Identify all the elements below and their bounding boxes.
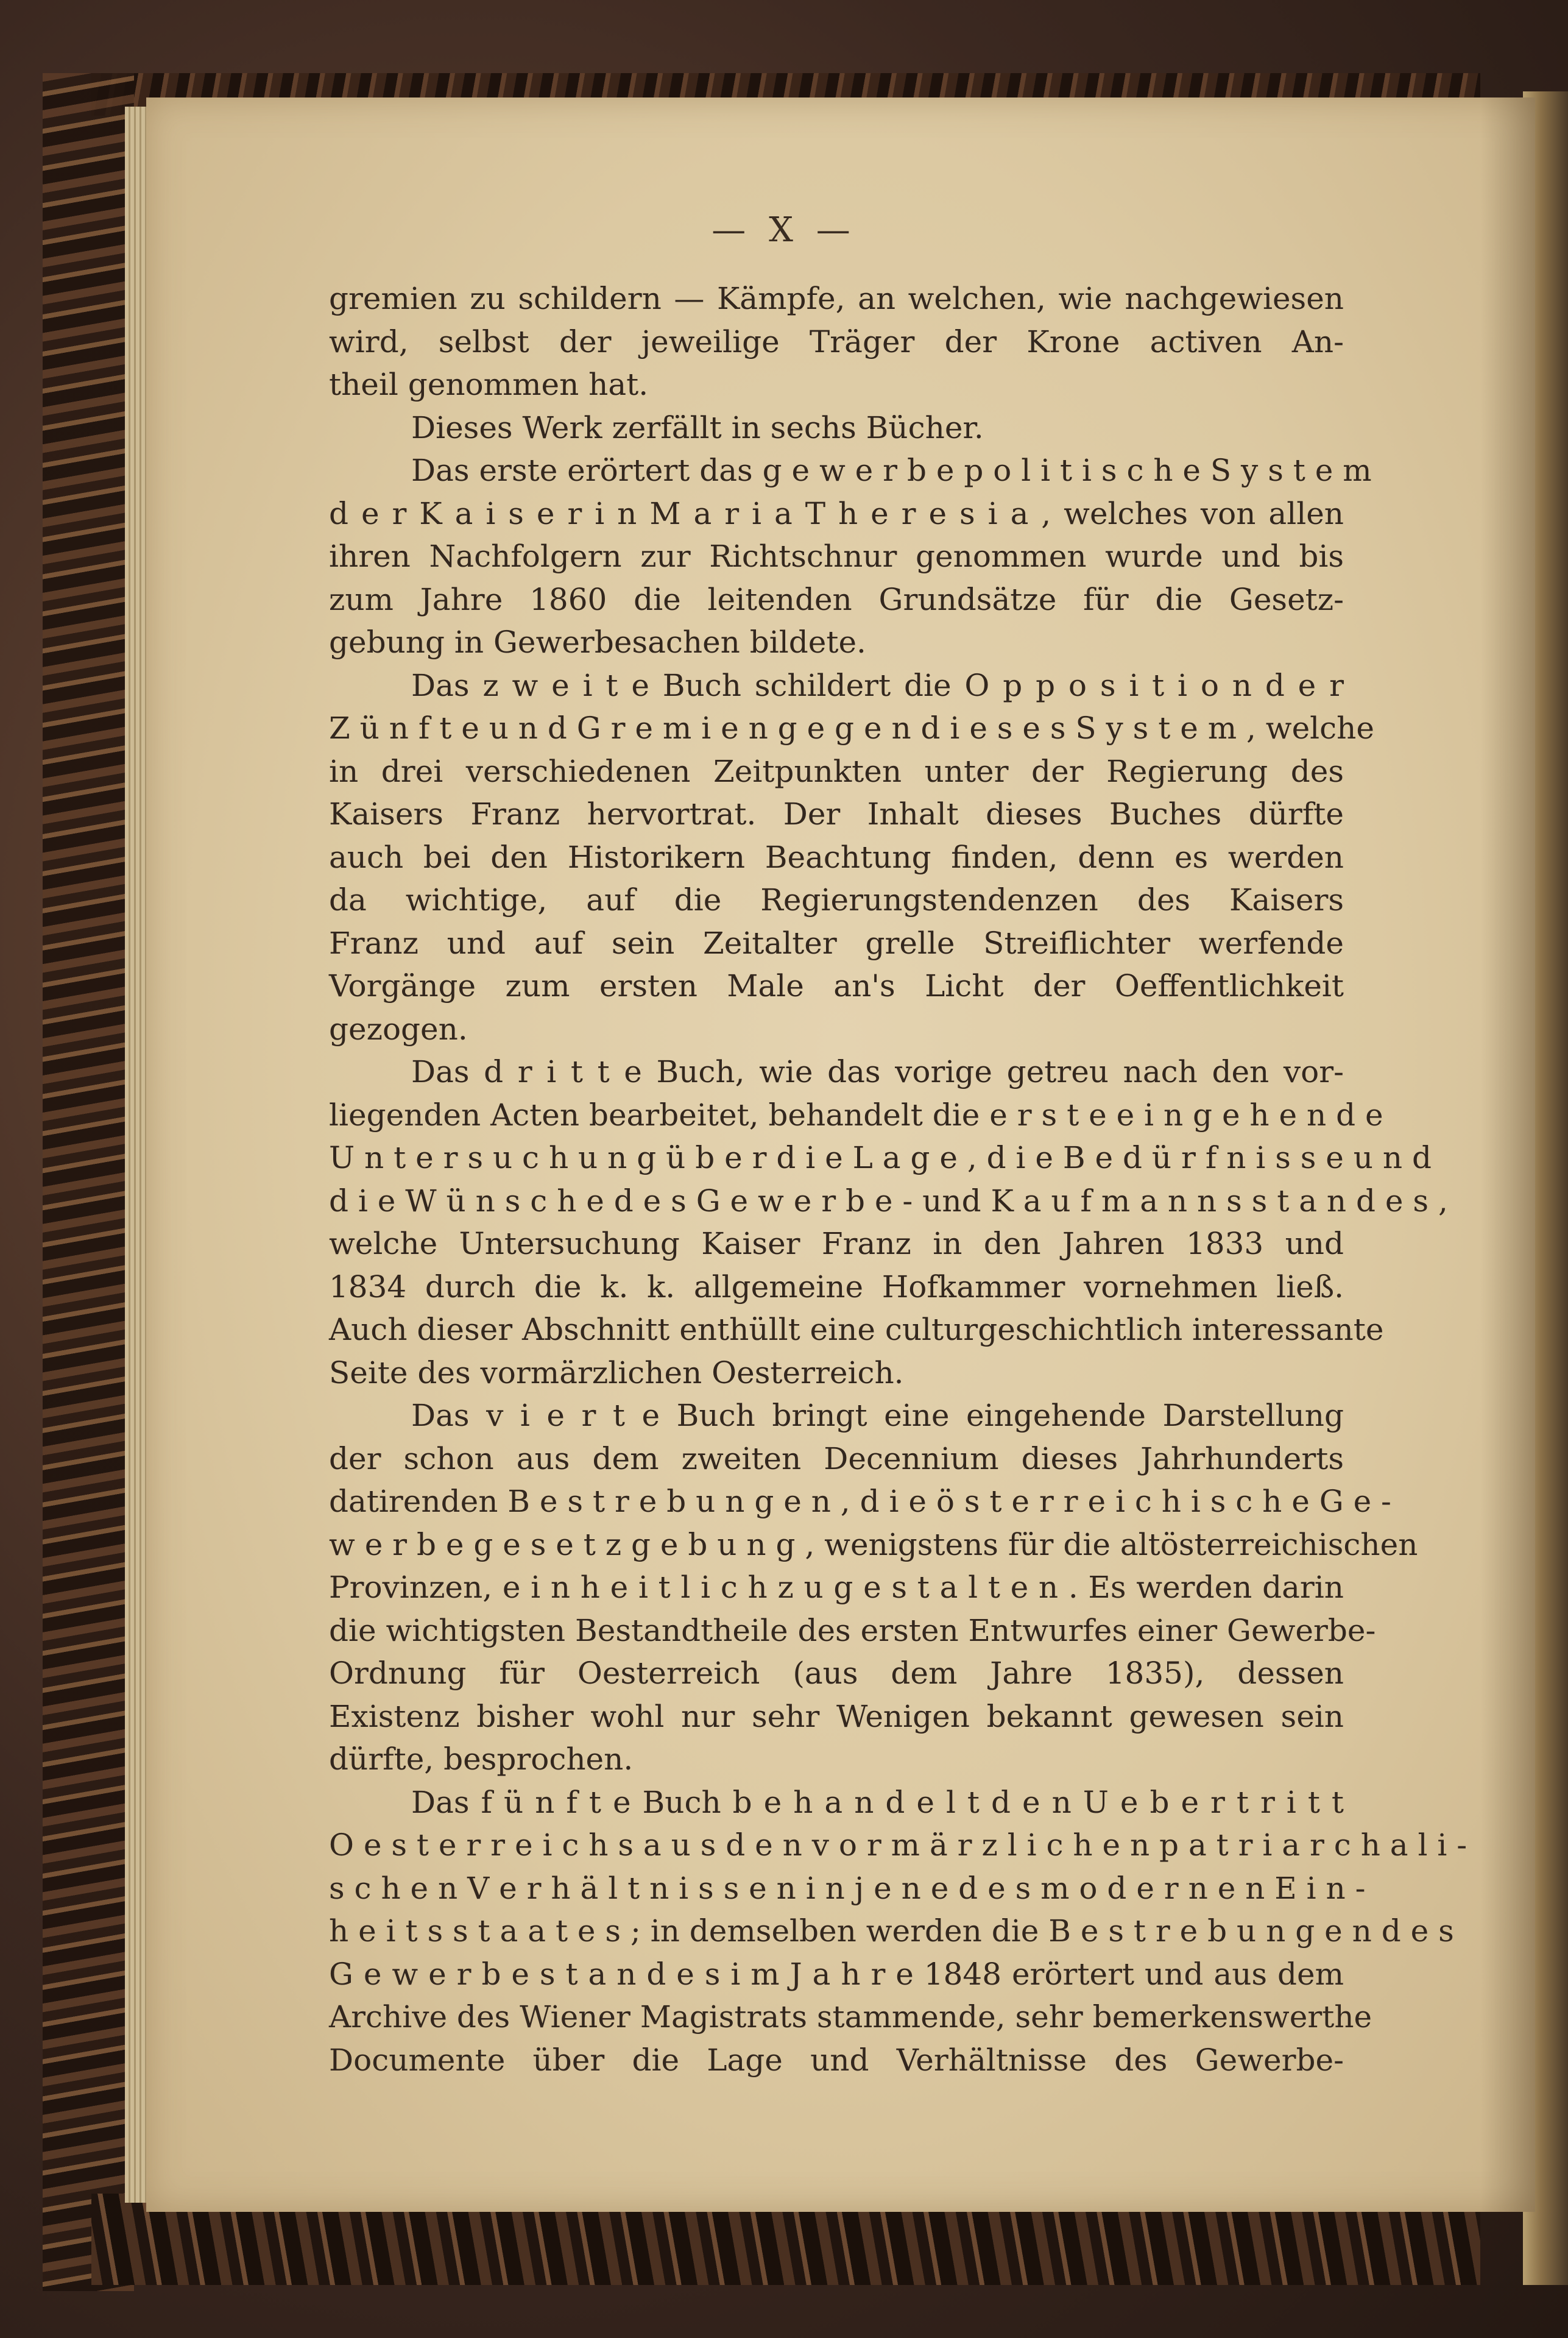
text-line: Das z w e i t e Buch schildert die O p p o s i t i o n d e r: [411, 667, 1344, 703]
text-line: Z ü n f t e u n d G r e m i e n g e g e n d i e s e s S y s t e m , welche: [329, 710, 1374, 746]
text-line: theil genommen hat.: [329, 367, 649, 402]
text-line: Documente über die Lage und Verhältnisse des Gewerbe-: [329, 2042, 1344, 2078]
page-gutter-shadow: [1480, 97, 1535, 2212]
text-line: gremien zu schildern — Kämpfe, an welchen, wie nachgewiesen: [329, 281, 1344, 316]
text-line: da wichtige, auf die Regierungstendenzen des Kaisers: [329, 882, 1344, 918]
text-line: 1834 durch die k. k. allgemeine Hofkammer vornehmen ließ.: [329, 1269, 1344, 1305]
text-line: in drei verschiedenen Zeitpunkten unter der Regierung des: [329, 753, 1344, 789]
text-line: Provinzen, e i n h e i t l i c h z u g e s t a l t e n . Es werden darin: [329, 1570, 1344, 1605]
text-line: Kaisers Franz hervortrat. Der Inhalt dieses Buches dürfte: [329, 796, 1344, 832]
page-number-header: — X —: [712, 210, 856, 250]
text-line: Vorgänge zum ersten Male an's Licht der Oeffentlichkeit: [329, 968, 1344, 1004]
text-line: Das f ü n f t e Buch b e h a n d e l t d e n U e b e r t r i t t: [411, 1784, 1344, 1820]
text-line: d i e W ü n s c h e d e s G e w e r b e - und K a u f m a n n s s t a n d e s ,: [329, 1183, 1448, 1219]
text-line: Das erste erörtert das g e w e r b e p o l i t i s c h e S y s t e m: [411, 453, 1372, 488]
text-line: wird, selbst der jeweilige Träger der Krone activen An-: [329, 324, 1344, 360]
text-line: gezogen.: [329, 1011, 468, 1047]
text-line: s c h e n V e r h ä l t n i s s e n i n j e n e d e s m o d e r n e n E i n -: [329, 1870, 1366, 1906]
text-line: auch bei den Historikern Beachtung finden, denn es werden: [329, 839, 1344, 875]
text-line: O e s t e r r e i c h s a u s d e n v o r m ä r z l i c h e n p a t r i a r c h a l i -: [329, 1827, 1467, 1863]
text-line: h e i t s s t a a t e s ; in demselben werden die B e s t r e b u n g e n d e s: [329, 1913, 1454, 1949]
text-line: U n t e r s u c h u n g ü b e r d i e L a g e , d i e B e d ü r f n i s s e u n d: [329, 1140, 1432, 1175]
text-line: Auch dieser Abschnitt enthüllt eine culturgeschichtlich interessante: [329, 1312, 1384, 1347]
text-line: G e w e r b e s t a n d e s i m J a h r e 1848 erörtert und aus dem: [329, 1956, 1344, 1992]
text-line: gebung in Gewerbesachen bildete.: [329, 625, 866, 660]
book-cover-marbled-left: [43, 73, 134, 2291]
text-line: zum Jahre 1860 die leitenden Grundsätze für die Gesetz-: [329, 581, 1344, 617]
text-line: Das d r i t t e Buch, wie das vorige getreu nach den vor-: [411, 1054, 1344, 1089]
text-line: welche Untersuchung Kaiser Franz in den Jahren 1833 und: [329, 1226, 1344, 1261]
text-line: Existenz bisher wohl nur sehr Wenigen bekannt gewesen sein: [329, 1698, 1344, 1734]
text-line: w e r b e g e s e t z g e b u n g , wenigstens für die altösterreichischen: [329, 1526, 1418, 1562]
text-line: dürfte, besprochen.: [329, 1741, 634, 1777]
text-line: Seite des vormärzlichen Oesterreich.: [329, 1355, 904, 1390]
text-line: Archive des Wiener Magistrats stammende, sehr bemerkenswerthe: [329, 1999, 1372, 2035]
text-line: Franz und auf sein Zeitalter grelle Streiflichter werfende: [329, 925, 1344, 961]
body-text: [329, 277, 1467, 2081]
text-line: liegenden Acten bearbeitet, behandelt die e r s t e e i n g e h e n d e: [329, 1097, 1383, 1133]
text-line: der schon aus dem zweiten Decennium dieses Jahrhunderts: [329, 1440, 1344, 1476]
text-line: d e r K a i s e r i n M a r i a T h e r e s i a , welches von allen: [329, 495, 1344, 531]
text-line: Ordnung für Oesterreich (aus dem Jahre 1835), dessen: [329, 1656, 1344, 1691]
text-line: datirenden B e s t r e b u n g e n , d i e ö s t e r r e i c h i s c h e G e -: [329, 1484, 1391, 1519]
text-line: die wichtigsten Bestandtheile des ersten Entwurfes einer Gewerbe-: [329, 1612, 1376, 1648]
text-line: Das v i e r t e Buch bringt eine eingehende Darstellung: [411, 1398, 1344, 1433]
text-line: Dieses Werk zerfällt in sechs Bücher.: [411, 409, 984, 445]
text-line: ihren Nachfolgern zur Richtschnur genommen wurde und bis: [329, 539, 1344, 574]
